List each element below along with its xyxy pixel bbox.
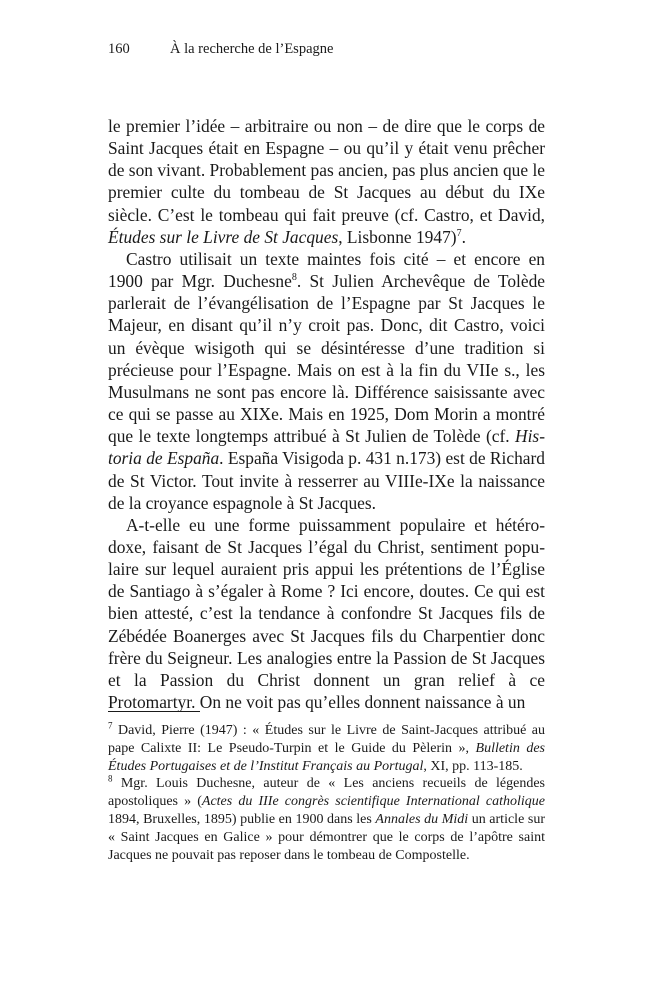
text-run: Castro utilisait un texte maintes fois cité – et encore en 1900 par Mgr. Duchesne <box>108 248 545 292</box>
running-title: À la recherche de l’Espagne <box>170 41 334 57</box>
footnotes <box>108 722 545 864</box>
footnote-mark: 7 <box>108 720 113 731</box>
italic-title: Annales du Midi <box>375 811 469 827</box>
italic-title: Études sur le Livre de St Jacques <box>108 226 339 247</box>
text-run: 1894, Bruxelles, 1895) publie en 1900 dans les <box>108 811 376 827</box>
footnote-ref-7[interactable]: 7 <box>456 227 462 239</box>
text-run: , Lisbonne 1947) <box>338 226 457 247</box>
italic-title: Bulletin des Études Portugaises et de l’Institut Français au Portugal <box>108 740 545 774</box>
text-run: Mgr. Louis Duchesne, auteur de « Les anciens recueils de légendes apostoliques » ( <box>108 776 545 810</box>
footnote-separator <box>108 711 200 712</box>
text-run: , XI, pp. 113-185. <box>423 758 523 774</box>
italic-title: Actes du IIIe congrès scientifique International catholique <box>201 794 546 810</box>
text-run: le premier l’idée – arbitraire ou non – de dire que le corps de Saint Jacques était en Espagne – ou qu’il y était venu prêcher de son vivant. Probablement pas ancien, pas plus ancien que le premier culte du tombeau de St Jacques au début du IXe siècle. C’est le tombeau qui fait preuve (cf. Castro, et David, <box>108 116 545 225</box>
text-run: . St Julien Archevêque de Tolède parlerait de l’évangélisation de l’Espagne par St Jacques le Majeur, en disant qu’il n’y croit pas. Donc, dit Castro, voici un évèque wisigoth qui se désintéresse d’une tradition si précieuse pour l’Espagne. Mais on est à la fin du VIIe s., les Musulmans ne sont pas encore là. Différence saisissante avec ce qui se passe au XIXe. Mais en 1925, Dom Morin a montré que le texte longtemps attribué à St Julien de Tolède (cf. <box>108 271 545 447</box>
footnote-7 <box>108 722 545 775</box>
footnote-8 <box>108 775 545 864</box>
text-run: un article sur « Saint Jacques en Galice » pour démontrer que le corps de l’apôtre saint Jacques ne pouvait pas reposer dans le tombeau de Compostelle. <box>108 811 545 863</box>
footnote-ref-8[interactable]: 8 <box>291 272 297 284</box>
main-text <box>108 115 545 713</box>
footnote-mark: 8 <box>108 773 113 784</box>
running-header <box>108 40 333 58</box>
text-run: David, Pierre (1947) : « Études sur le Livre de Saint-Jacques attribué au pape Calixte II: Le Pseudo-Turpin et le Guide du Pèlerin », <box>108 723 545 756</box>
italic-title: Historia de España <box>108 426 545 469</box>
paragraph-1 <box>108 115 545 248</box>
page-number: 160 <box>108 41 130 57</box>
text-run: A-t-elle eu une forme puissamment populaire et hétérodoxe, faisant de St Jacques l’égal du Christ, sentiment populaire sur lequel auraient pris appui les prétentions de l’Église de Santiago à s’égaler à Rome ? Ici encore, doutes. Ce qui est bien attesté, c’est la tendance à confondre St Jacques fils de Zébédée Boanerges avec St Jacques fils du Charpentier donc frère du Seigneur. Les analogies entre la Passion de St Jacques et la Passion du Christ donnent un gran relief à ce Protomartyr. On ne voit pas qu’elles donnent naissance à un <box>108 514 545 713</box>
paragraph-3 <box>108 514 545 713</box>
text-run: . <box>461 226 466 247</box>
text-run: . España Visigoda p. 431 n.173) est de Richard de St Victor. Tout invite à resserrer au VIIIe-IXe la naissance de la croyance espagnole à St Jacques. <box>108 448 545 513</box>
paragraph-2 <box>108 248 545 514</box>
